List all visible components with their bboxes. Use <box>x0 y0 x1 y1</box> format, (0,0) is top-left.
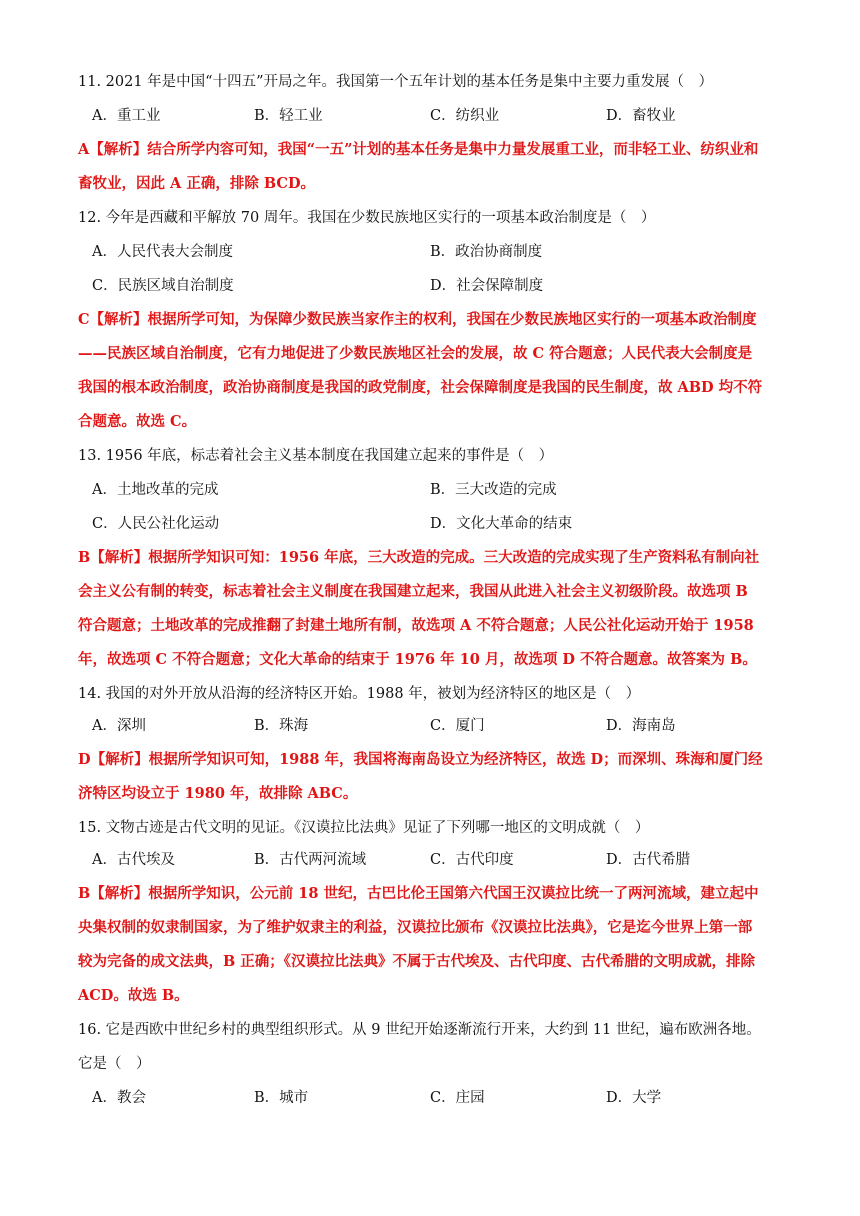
question-15-answer-line-1: B【解析】根据所学知识，公元前 18 世纪，古巴比伦王国第六代国王汉谟拉比统一了两河流域，建立起中 <box>78 885 759 902</box>
question-14-option-b: B．珠海 <box>254 718 309 734</box>
question-15-option-d: D．古代希腊 <box>606 852 691 868</box>
question-12-answer-line-4: 合题意。故选 C。 <box>78 413 197 430</box>
question-15-option-a: A．古代埃及 <box>92 852 175 868</box>
question-13-answer-line-4: 年，故选项 C 不符合题意；文化大革命的结束于 1976 年 10 月，故选项 D 不符合题意。故答案为 B。 <box>78 651 757 668</box>
question-15-option-c: C．古代印度 <box>430 852 514 868</box>
question-12-answer-line-1: C【解析】根据所学可知，为保障少数民族当家作主的权利，我国在少数民族地区实行的一项基本政治制度 <box>78 311 757 328</box>
question-12-answer-line-3: 我国的根本政治制度，政治协商制度是我国的政党制度，社会保障制度是我国的民生制度，故 ABD 均不符 <box>78 379 763 396</box>
question-12-stem: 12. 今年是西藏和平解放 70 周年。我国在少数民族地区实行的一项基本政治制度是（ ） <box>78 210 656 226</box>
question-15-answer-line-3: 较为完备的成文法典，B 正确；《汉谟拉比法典》不属于古代埃及、古代印度、古代希腊的文明成就，排除 <box>78 953 756 970</box>
question-13-option-c: C．人民公社化运动 <box>92 516 220 532</box>
question-15-answer-line-4: ACD。故选 B。 <box>78 987 189 1004</box>
question-13-stem: 13. 1956 年底，标志着社会主义基本制度在我国建立起来的事件是（ ） <box>78 448 554 464</box>
question-11-option-d: D．畜牧业 <box>606 108 676 124</box>
question-13-answer-line-2: 会主义公有制的转变，标志着社会主义制度在我国建立起来，我国从此进入社会主义初级阶段。故选项 B <box>78 583 748 600</box>
question-12-option-d: D．社会保障制度 <box>430 278 544 294</box>
question-16-option-d: D．大学 <box>606 1090 662 1106</box>
question-16-option-a: A．教会 <box>92 1090 146 1106</box>
question-16-stem-line-1: 16. 它是西欧中世纪乡村的典型组织形式。从 9 世纪开始逐渐流行开来，大约到 11 世纪，遍布欧洲各地。 <box>78 1022 761 1038</box>
question-15-option-b: B．古代两河流域 <box>254 852 367 868</box>
question-12-option-c: C．民族区域自治制度 <box>92 278 234 294</box>
question-13-answer-line-3: 符合题意；土地改革的完成推翻了封建土地所有制，故选项 A 不符合题意；人民公社化运动开始于 1958 <box>78 617 754 634</box>
question-14-answer-line-1: D【解析】根据所学知识可知，1988 年，我国将海南岛设立为经济特区，故选 D；而深圳、珠海和厦门经 <box>78 751 763 768</box>
question-14-option-d: D．海南岛 <box>606 718 676 734</box>
question-13-option-d: D．文化大革命的结束 <box>430 516 573 532</box>
question-11-option-c: C．纺织业 <box>430 108 500 124</box>
question-13-option-a: A．土地改革的完成 <box>92 482 219 498</box>
question-13-option-b: B．三大改造的完成 <box>430 482 557 498</box>
question-14-option-c: C．厦门 <box>430 718 485 734</box>
question-16-stem-line-2: 它是（ ） <box>78 1056 151 1072</box>
question-13-answer-line-1: B【解析】根据所学知识可知：1956 年底，三大改造的完成。三大改造的完成实现了生产资料私有制向社 <box>78 549 760 566</box>
question-14-stem: 14. 我国的对外开放从沿海的经济特区开始。1988 年，被划为经济特区的地区是（ ） <box>78 686 641 702</box>
question-14-answer-line-2: 济特区均设立于 1980 年，故排除 ABC。 <box>78 785 358 802</box>
question-14-option-a: A．深圳 <box>92 718 146 734</box>
question-12-option-a: A．人民代表大会制度 <box>92 244 233 260</box>
question-11-option-a: A．重工业 <box>92 108 161 124</box>
question-11-stem: 11. 2021 年是中国“十四五”开局之年。我国第一个五年计划的基本任务是集中主要力重发展（ ） <box>78 74 714 90</box>
question-12-answer-line-2: ——民族区域自治制度，它有力地促进了少数民族地区社会的发展，故 C 符合题意；人民代表大会制度是 <box>78 345 753 362</box>
question-12-option-b: B．政治协商制度 <box>430 244 543 260</box>
question-16-option-c: C．庄园 <box>430 1090 485 1106</box>
question-11-answer-line-1: A【解析】结合所学内容可知，我国“一五”计划的基本任务是集中力量发展重工业，而非轻工业、纺织业和 <box>78 141 759 158</box>
question-11-option-b: B．轻工业 <box>254 108 323 124</box>
question-15-stem: 15. 文物古迹是古代文明的见证。《汉谟拉比法典》见证了下列哪一地区的文明成就（ ） <box>78 820 650 836</box>
question-15-answer-line-2: 央集权制的奴隶制国家，为了维护奴隶主的利益，汉谟拉比颁布《汉谟拉比法典》，它是迄今世界上第一部 <box>78 919 753 936</box>
question-11-answer-line-2: 畜牧业，因此 A 正确，排除 BCD。 <box>78 175 316 192</box>
question-16-option-b: B．城市 <box>254 1090 309 1106</box>
